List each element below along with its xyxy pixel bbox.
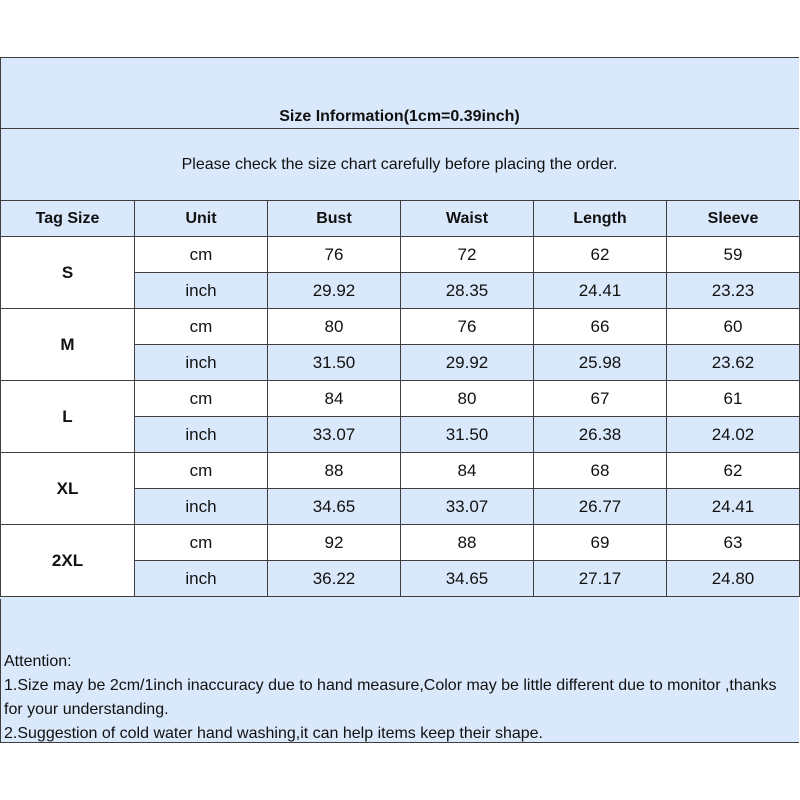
bust-cell: 88 — [268, 453, 401, 489]
length-cell: 26.77 — [534, 489, 667, 525]
length-cell: 67 — [534, 381, 667, 417]
bust-cell: 92 — [268, 525, 401, 561]
unit-cell: inch — [135, 345, 268, 381]
waist-cell: 31.50 — [401, 417, 534, 453]
header-length: Length — [534, 201, 667, 237]
tag-size-cell: M — [1, 309, 135, 381]
header-unit: Unit — [135, 201, 268, 237]
unit-cell: cm — [135, 381, 268, 417]
header-tag-size: Tag Size — [1, 201, 135, 237]
bust-cell: 36.22 — [268, 561, 401, 597]
tag-size-cell: XL — [1, 453, 135, 525]
header-bust: Bust — [268, 201, 401, 237]
waist-cell: 72 — [401, 237, 534, 273]
sleeve-cell: 23.23 — [667, 273, 800, 309]
notice-text: Please check the size chart carefully before placing the order. — [181, 156, 618, 173]
tag-size-cell: 2XL — [1, 525, 135, 597]
length-cell: 27.17 — [534, 561, 667, 597]
unit-cell: inch — [135, 273, 268, 309]
sleeve-cell: 24.41 — [667, 489, 800, 525]
bust-cell: 80 — [268, 309, 401, 345]
header-row — [1, 201, 800, 237]
attention-heading: Attention: — [4, 653, 72, 670]
table-row — [1, 309, 800, 345]
length-cell: 24.41 — [534, 273, 667, 309]
unit-cell: inch — [135, 561, 268, 597]
waist-cell: 29.92 — [401, 345, 534, 381]
bust-cell: 76 — [268, 237, 401, 273]
sleeve-cell: 61 — [667, 381, 800, 417]
length-cell: 62 — [534, 237, 667, 273]
sleeve-cell: 23.62 — [667, 345, 800, 381]
table-row — [1, 525, 800, 561]
attention-line-2: 2.Suggestion of cold water hand washing,it can help items keep their shape. — [4, 725, 543, 742]
waist-cell: 80 — [401, 381, 534, 417]
length-cell: 69 — [534, 525, 667, 561]
unit-cell: inch — [135, 489, 268, 525]
table-row — [1, 381, 800, 417]
bust-cell: 34.65 — [268, 489, 401, 525]
waist-cell: 34.65 — [401, 561, 534, 597]
tag-size-cell: L — [1, 381, 135, 453]
waist-cell: 33.07 — [401, 489, 534, 525]
unit-cell: cm — [135, 453, 268, 489]
unit-cell: cm — [135, 309, 268, 345]
length-cell: 26.38 — [534, 417, 667, 453]
table-row — [1, 453, 800, 489]
bust-cell: 84 — [268, 381, 401, 417]
attention-notes — [4, 650, 799, 746]
length-cell: 68 — [534, 453, 667, 489]
header-waist: Waist — [401, 201, 534, 237]
bust-cell: 29.92 — [268, 273, 401, 309]
sleeve-cell: 60 — [667, 309, 800, 345]
unit-cell: cm — [135, 525, 268, 561]
header-sleeve: Sleeve — [667, 201, 800, 237]
chart-title: Size Information(1cm=0.39inch) — [279, 108, 520, 125]
bust-cell: 33.07 — [268, 417, 401, 453]
bust-cell: 31.50 — [268, 345, 401, 381]
sleeve-cell: 24.80 — [667, 561, 800, 597]
sleeve-cell: 63 — [667, 525, 800, 561]
waist-cell: 88 — [401, 525, 534, 561]
sleeve-cell: 59 — [667, 237, 800, 273]
sleeve-cell: 24.02 — [667, 417, 800, 453]
waist-cell: 84 — [401, 453, 534, 489]
unit-cell: inch — [135, 417, 268, 453]
waist-cell: 76 — [401, 309, 534, 345]
length-cell: 66 — [534, 309, 667, 345]
attention-line-1: 1.Size may be 2cm/1inch inaccuracy due to hand measure,Color may be little different due to monitor ,thanks for your understanding. — [4, 677, 777, 718]
tag-size-cell: S — [1, 237, 135, 309]
waist-cell: 28.35 — [401, 273, 534, 309]
unit-cell: cm — [135, 237, 268, 273]
length-cell: 25.98 — [534, 345, 667, 381]
size-table — [0, 200, 800, 597]
table-row — [1, 237, 800, 273]
sleeve-cell: 62 — [667, 453, 800, 489]
